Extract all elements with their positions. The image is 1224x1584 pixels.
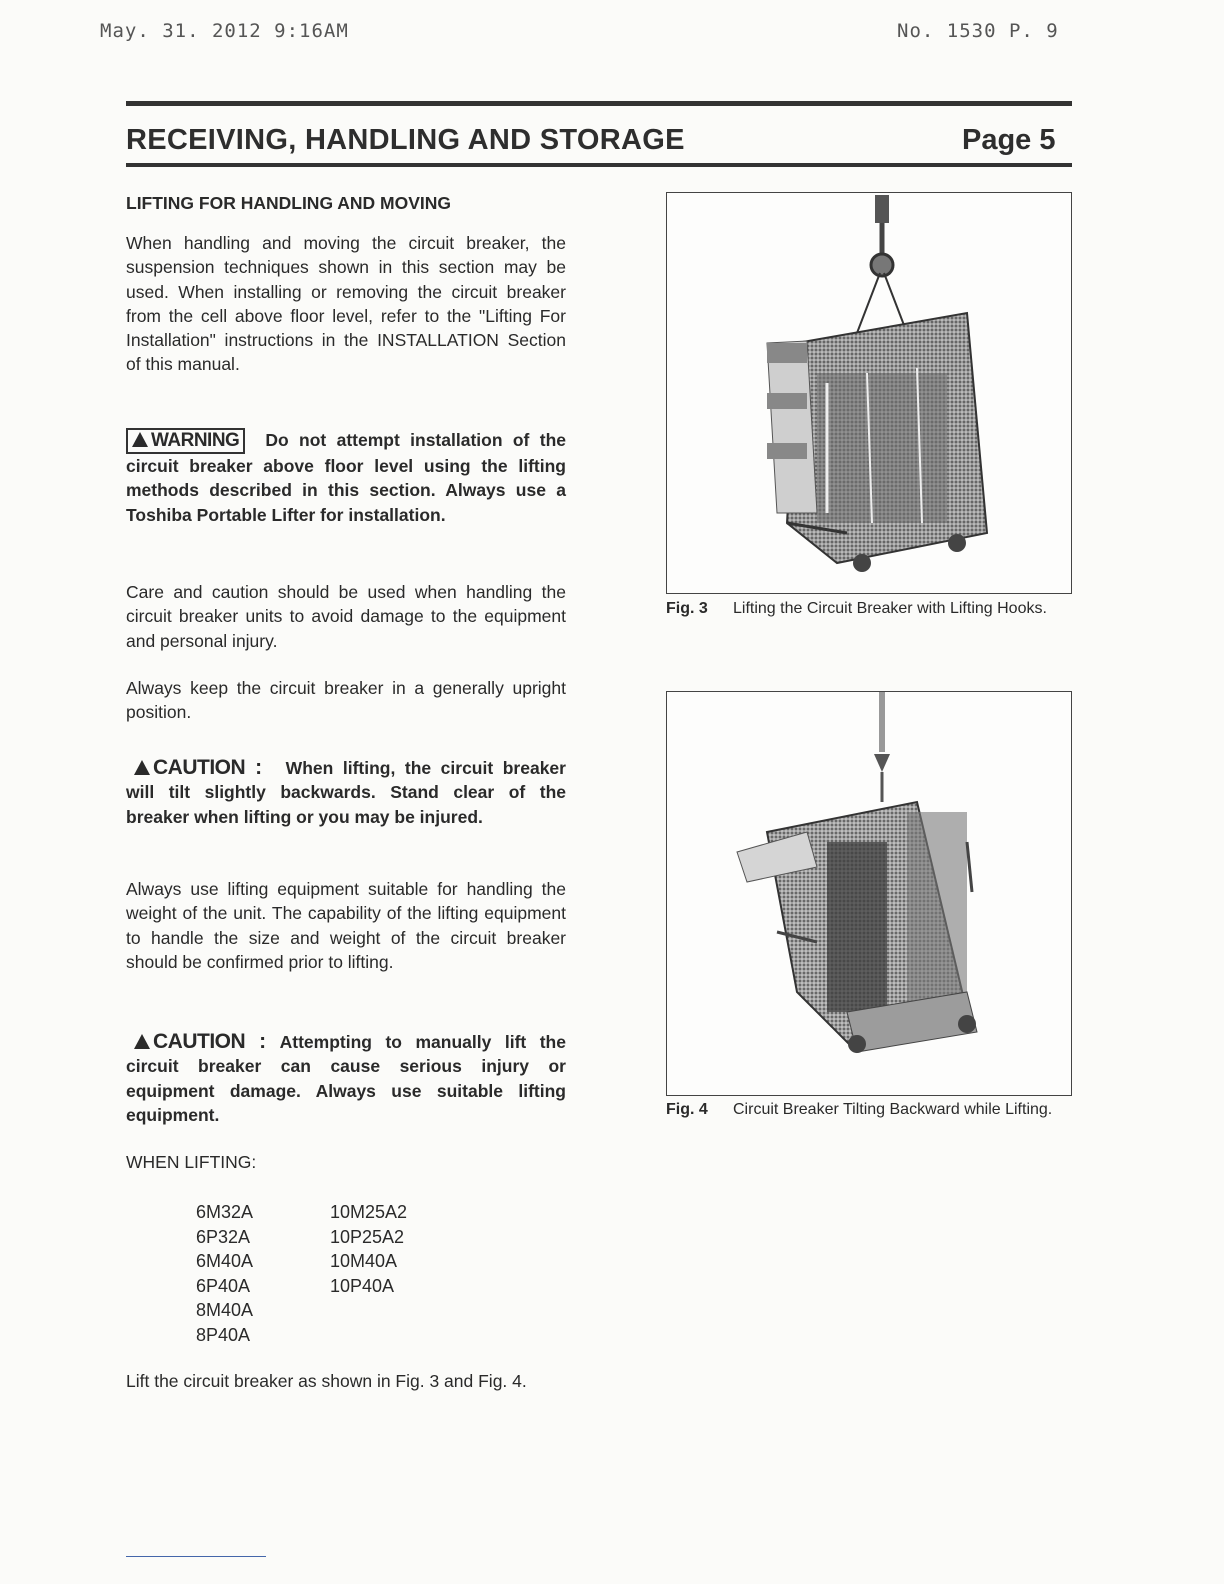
caution-text: Attempting to manually lift the circuit breaker can cause serious injury or equipment damage. Always use suitable lifting equipment. xyxy=(126,1032,566,1125)
circuit-breaker-tilting-image xyxy=(667,692,1071,1095)
when-lifting-label: WHEN LIFTING: xyxy=(126,1152,257,1172)
caution-block-1 xyxy=(126,756,566,829)
caution-triangle-icon xyxy=(134,760,150,775)
figure-3-label: Fig. 3 xyxy=(666,600,708,617)
model-item: 8P40A xyxy=(196,1324,251,1345)
caution-triangle-icon xyxy=(134,1034,150,1049)
fax-timestamp: May. 31. 2012 9:16AM xyxy=(100,20,349,42)
model-item: 6P40A xyxy=(196,1275,251,1296)
figure-3-caption-text: Lifting the Circuit Breaker with Lifting Hooks. xyxy=(733,600,1047,617)
warning-block xyxy=(126,428,566,527)
model-item: 10P40A xyxy=(330,1275,395,1296)
model-item: 10P25A2 xyxy=(330,1226,405,1247)
warning-text: Do not attempt installation of the circuit breaker above floor level using the lifting methods described in this section. Always use a Toshiba Portable Lifter for installation. xyxy=(126,430,566,525)
page-number: Page 5 xyxy=(962,124,1056,156)
model-item: 6P32A xyxy=(196,1226,251,1247)
model-item: 8M40A xyxy=(196,1300,254,1320)
header-rule-top xyxy=(126,101,1072,106)
fax-page-number: No. 1530 P. 9 xyxy=(897,20,1059,42)
paragraph-intro: When handling and moving the circuit breaker, the suspension techniques shown in this section may be used. When installing or removing the circuit breaker from the cell above floor level, refer to the "Lifting For Installation" instructions in the INSTALLATION Section of this manual. xyxy=(126,233,566,375)
model-item: 6M40A xyxy=(196,1251,254,1271)
model-item: 10M25A2 xyxy=(330,1202,408,1222)
circuit-breaker-lifting-hooks-image xyxy=(667,193,1071,593)
paragraph-equipment: Always use lifting equipment suitable for handling the weight of the unit. The capability of the lifting equipment to handle the size and weight of the circuit breaker should be confirmed prior to lifting. xyxy=(126,879,566,972)
caution-text: When lifting, the circuit breaker will tilt slightly backwards. Stand clear of the breaker when lifting or you may be injured. xyxy=(126,758,566,827)
footnote-rule xyxy=(126,1556,266,1557)
caution-label: CAUTION : xyxy=(153,1030,266,1053)
warning-triangle-icon xyxy=(132,432,148,447)
header-rule-bottom xyxy=(126,163,1072,167)
figure-3-photo xyxy=(666,192,1072,594)
figure-4-caption-text: Circuit Breaker Tilting Backward while Lifting. xyxy=(733,1101,1053,1118)
caution-label: CAUTION : xyxy=(153,756,262,779)
paragraph-lift-instruction: Lift the circuit breaker as shown in Fig. 3 and Fig. 4. xyxy=(126,1371,527,1391)
model-item: 6M32A xyxy=(196,1202,254,1222)
paragraph-upright: Always keep the circuit breaker in a generally upright position. xyxy=(126,678,566,723)
figure-4-label: Fig. 4 xyxy=(666,1101,708,1118)
section-heading: LIFTING FOR HANDLING AND MOVING xyxy=(126,193,452,213)
warning-badge: WARNING xyxy=(126,428,245,454)
model-item: 10M40A xyxy=(330,1251,398,1271)
models-column-2 xyxy=(330,1200,407,1298)
caution-block-2 xyxy=(126,1030,566,1127)
paragraph-care: Care and caution should be used when handling the circuit breaker units to avoid damage to the equipment and personal injury. xyxy=(126,582,566,651)
models-column-1 xyxy=(196,1200,253,1347)
figure-4-photo xyxy=(666,691,1072,1096)
page-title: RECEIVING, HANDLING AND STORAGE xyxy=(126,124,685,156)
